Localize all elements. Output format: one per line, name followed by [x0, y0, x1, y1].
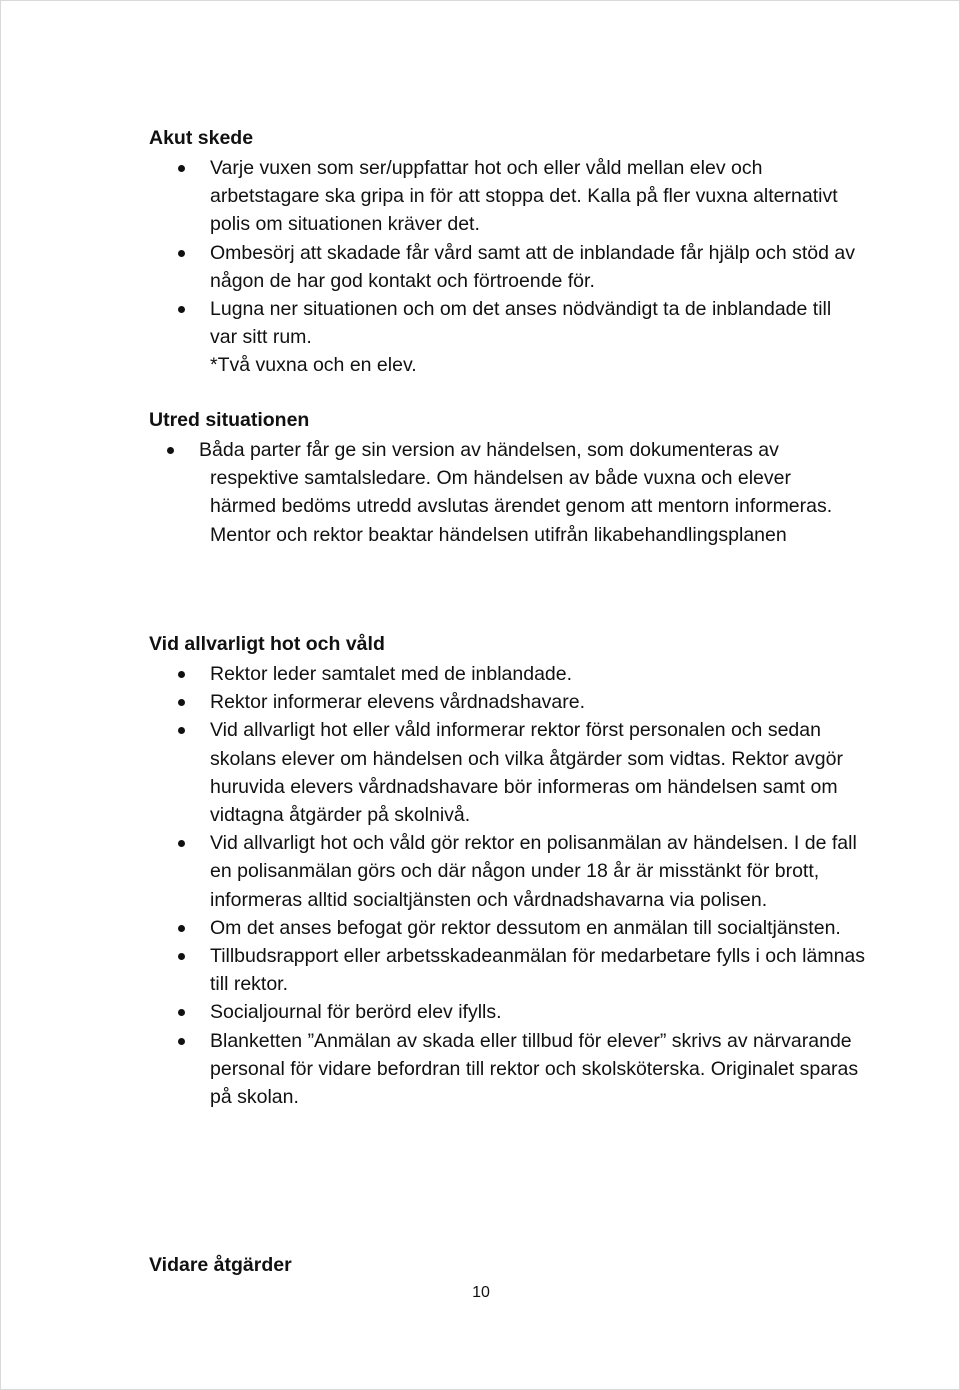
- list-item: [210, 239, 860, 295]
- list-item: [199, 436, 838, 549]
- bullet-icon: [178, 840, 185, 847]
- bullet-icon: [178, 953, 185, 960]
- list-item-text: Lugna ner situationen och om det anses nödvändigt ta de inblandade till var sitt rum.: [210, 298, 832, 349]
- list-item-text: Vid allvarligt hot och våld gör rektor en polisanmälan av händelsen. I de fall en polisanmälan görs och där någon under 18 år är misstänkt för brott, informeras alltid socialtjänsten och vårdnadshavarna via polisen.: [210, 832, 857, 911]
- list-item-text: Båda parter får ge sin version av händelsen, som dokumenteras av respektive samtalsledare. Om händelsen av både vuxna och elever härmed bedöms utredd avslutas ärendet genom att mentorn informeras. Mentor och rektor beaktar händelsen utifrån likabehandlingsplanen: [199, 439, 833, 546]
- list-item: [210, 1027, 880, 1112]
- bullet-icon: [178, 925, 185, 932]
- list-item-text: Blanketten ”Anmälan av skada eller tillbud för elever” skrivs av närvarande personal för vidare befordran till rektor och skolsköterska. Originalet sparas på skolan.: [210, 1029, 859, 1109]
- list-item-text: Om det anses befogat gör rektor dessutom en anmälan till socialtjänsten.: [210, 916, 841, 939]
- list-item-text: Ombesörj att skadade får vård samt att de inblandade får hjälp och stöd av någon de har god kontakt och förtroende för.: [210, 241, 855, 292]
- list-item-text: Varje vuxen som ser/uppfattar hot och eller våld mellan elev och arbetstagare ska gripa in för att stoppa det. Kalla på fler vuxna alternativt polis om situationen kräver det.: [210, 157, 838, 236]
- list-item: [210, 660, 880, 688]
- page-number: 10: [472, 1284, 490, 1301]
- list-item-text: Vid allvarligt hot eller våld informerar rektor först personalen och sedan skolans elever om händelsen och vilka åtgärder som vidtas. Rektor avgör huruvida elevers vårdnadshavare bör informeras om händelsen samt om vidtagna åtgärder på skolnivå.: [210, 719, 843, 827]
- bullet-icon: [178, 306, 185, 313]
- list-item-text: Rektor informerar elevens vårdnadshavare.: [210, 691, 586, 714]
- acute-note: *Två vuxna och en elev.: [210, 354, 417, 376]
- bullet-icon: [178, 671, 185, 678]
- section-heading-acute: Akut skede: [149, 127, 254, 149]
- bullet-list-investigate: [199, 436, 838, 549]
- list-item: [210, 154, 860, 239]
- bullet-icon: [178, 699, 185, 706]
- list-item: [210, 688, 880, 716]
- list-item-text: Tillbudsrapport eller arbetsskadeanmälan för medarbetare fylls i och lämnas till rektor.: [210, 945, 866, 996]
- section-heading-further: Vidare åtgärder: [149, 1254, 292, 1276]
- list-item-text: Rektor leder samtalet med de inblandade.: [210, 663, 573, 685]
- list-item-text: Socialjournal för berörd elev ifylls.: [210, 1001, 502, 1024]
- list-item: [210, 914, 880, 942]
- bullet-icon: [167, 447, 174, 454]
- bullet-list-serious: [210, 660, 880, 1111]
- bullet-icon: [178, 1009, 185, 1016]
- bullet-icon: [178, 727, 185, 734]
- list-item: [210, 829, 880, 914]
- list-item: [210, 998, 880, 1026]
- bullet-icon: [178, 165, 185, 172]
- bullet-list-acute: [210, 154, 860, 351]
- list-item: [210, 942, 880, 998]
- bullet-icon: [178, 1038, 185, 1045]
- list-item: [210, 295, 860, 351]
- section-heading-serious: Vid allvarligt hot och våld: [149, 633, 385, 655]
- bullet-icon: [178, 250, 185, 257]
- list-item: [210, 716, 880, 829]
- section-heading-investigate: Utred situationen: [149, 409, 310, 431]
